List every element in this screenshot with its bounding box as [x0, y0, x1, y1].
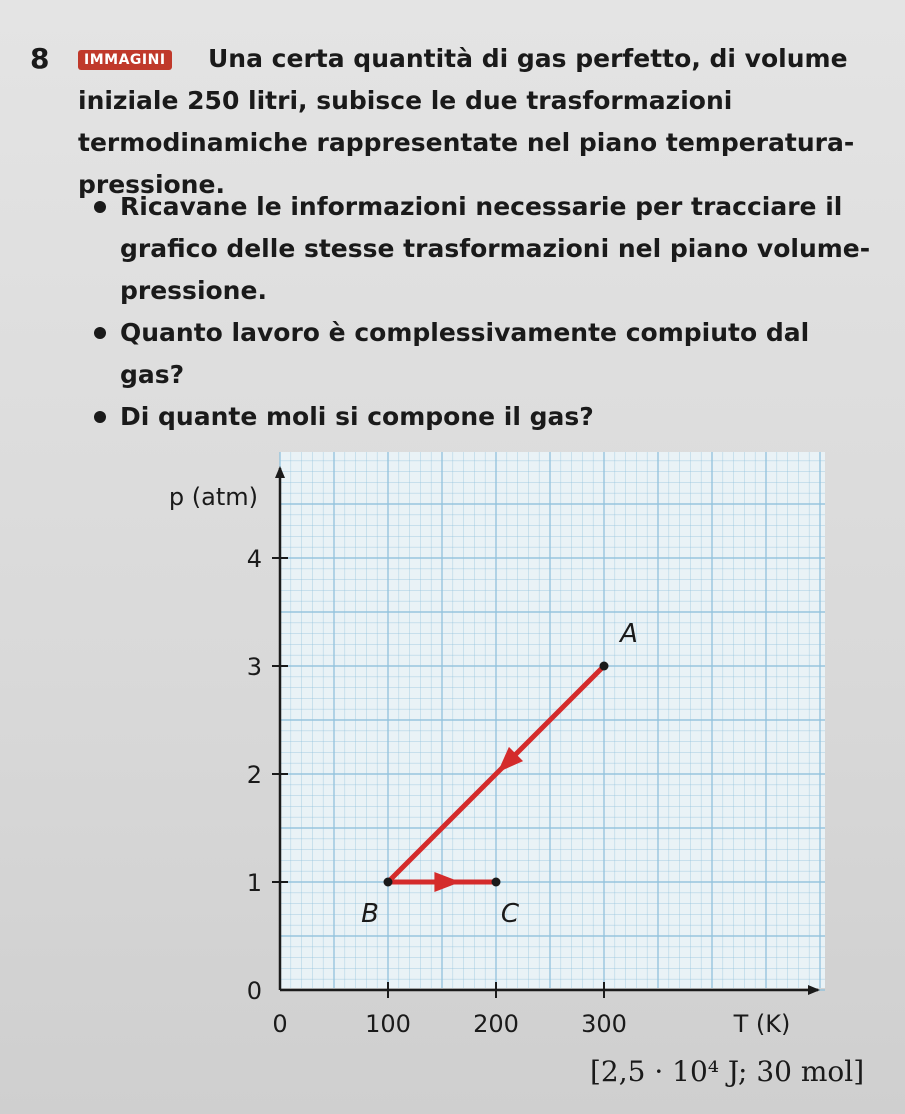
point-label-C: C	[500, 899, 520, 929]
x-tick-label: 200	[473, 1010, 519, 1038]
y-tick-label: 4	[246, 545, 262, 573]
x-axis-label: T (K)	[733, 1010, 791, 1038]
question-item: Di quante moli si compone il gas?	[90, 396, 880, 438]
point-A	[600, 662, 609, 671]
y-tick-label: 2	[246, 761, 262, 789]
point-label-B: B	[361, 899, 379, 929]
question-list	[90, 186, 880, 438]
pressure-temperature-chart	[0, 440, 905, 1060]
question-item: Ricavane le informazioni necessarie per tracciare il grafico delle stesse trasformazioni nel piano volume-pressione.	[90, 186, 880, 312]
y-tick-label: 0	[246, 977, 262, 1005]
y-tick-label: 3	[246, 653, 262, 681]
point-label-A: A	[620, 619, 638, 649]
x-tick-label: 0	[272, 1010, 288, 1038]
question-item: Quanto lavoro è complessivamente compiuto dal gas?	[90, 312, 880, 396]
x-tick-label: 100	[365, 1010, 411, 1038]
x-tick-label: 300	[581, 1010, 627, 1038]
answer-key: [2,5 · 10⁴ J; 30 mol]	[590, 1055, 865, 1088]
point-C	[492, 878, 501, 887]
problem-number: 8	[30, 42, 50, 75]
y-axis-label: p (atm)	[168, 483, 258, 511]
problem-intro: Una certa quantità di gas perfetto, di volume iniziale 250 litri, subisce le due trasformazioni termodinamiche rappresentate nel piano temperatura-pressione.	[78, 44, 855, 199]
images-badge: IMMAGINI	[78, 50, 172, 70]
point-B	[384, 878, 393, 887]
y-tick-label: 1	[246, 869, 262, 897]
